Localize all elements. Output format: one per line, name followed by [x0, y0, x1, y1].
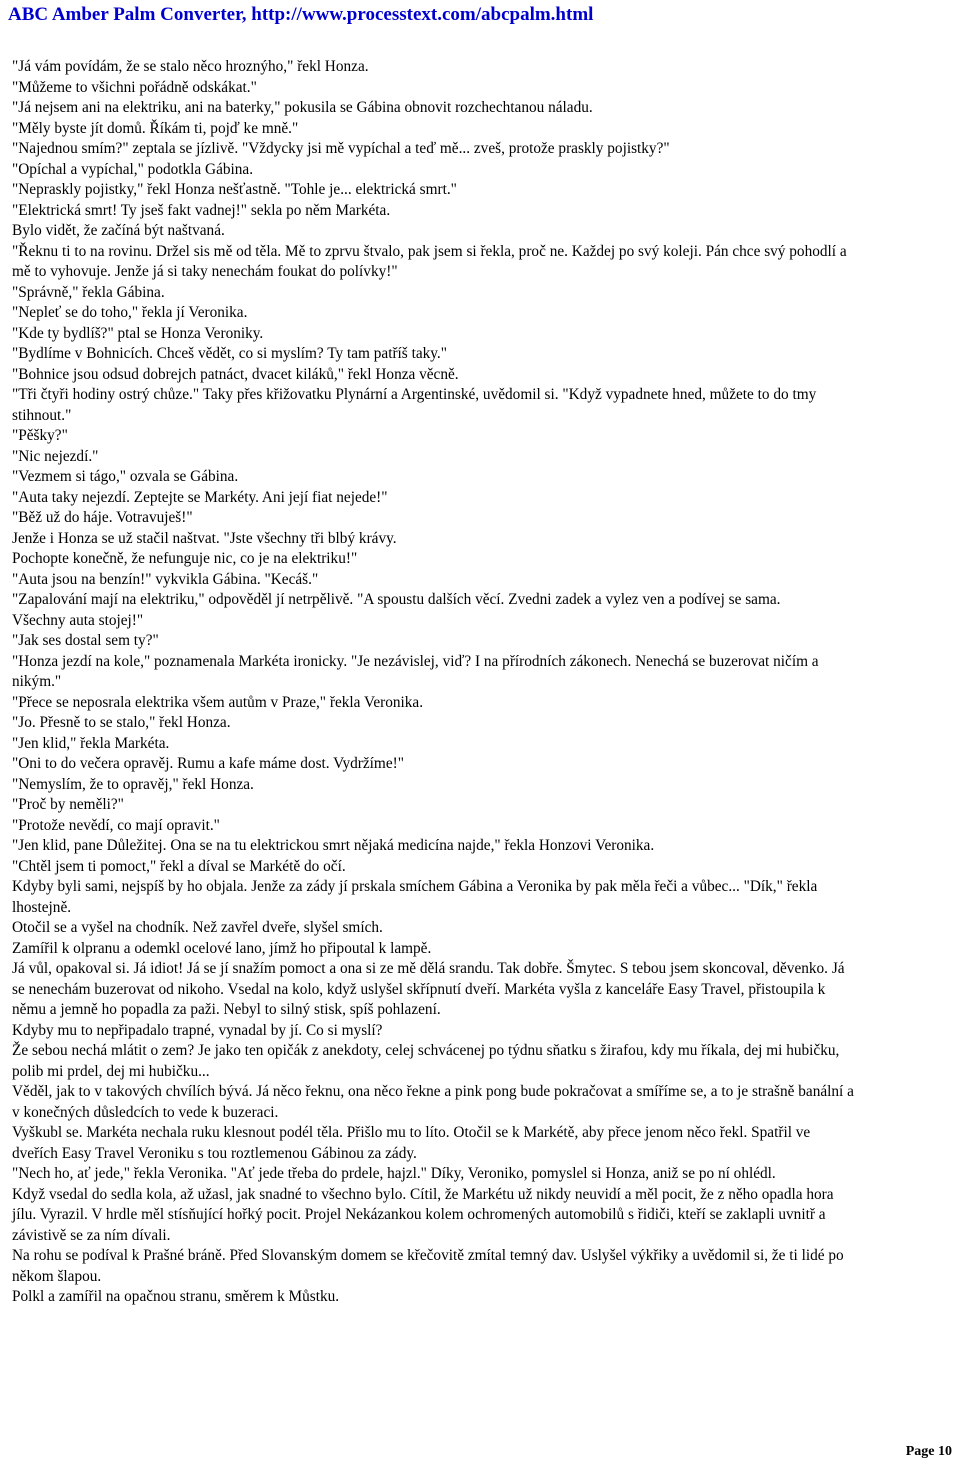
text-paragraph: "Pěšky?" — [12, 427, 68, 444]
document-header-title: ABC Amber Palm Converter, http://www.processtext.com/abcpalm.html — [8, 4, 594, 25]
text-paragraph: "Proč by neměli?" — [12, 796, 124, 813]
text-paragraph: Jenže i Honza se už stačil naštvat. "Jste všechny tři blbý krávy. — [12, 529, 397, 547]
text-paragraph: "Jen klid, pane Důležitej. Ona se na tu elektrickou smrt nějaká medicína najde," řekla Honzovi Veronika. — [12, 837, 655, 854]
text-paragraph: Bylo vidět, že začíná být naštvaná. — [12, 222, 225, 239]
text-paragraph: "Jak ses dostal sem ty?" — [12, 632, 159, 649]
text-paragraph: "Bohnice jsou odsud dobrejch patnáct, dvacet kiláků," řekl Honza věcně. — [12, 365, 459, 383]
text-paragraph: "Řeknu ti to na rovinu. Držel sis mě od těla. Mě to zprvu štvalo, pak jsem si řekla, proč ne. Každej po svý koleji. Pán chce svý pohodlí a mě to vyhovuje. Jenže já si taky nenechám foukat do polívky!" — [12, 242, 847, 280]
document-body — [12, 57, 857, 1308]
text-paragraph: "Oni to do večera opravěj. Rumu a kafe máme dost. Vydržíme!" — [12, 755, 404, 772]
text-paragraph: "Opíchal a vypíchal," podotkla Gábina. — [12, 160, 254, 178]
text-paragraph: "Já vám povídám, že se stalo něco hroznýho," řekl Honza. — [12, 58, 369, 75]
text-paragraph: Polkl a zamířil na opačnou stranu, směrem k Můstku. — [12, 1288, 340, 1305]
text-paragraph: "Nech ho, ať jede," řekla Veronika. "Ať jede třeba do prdele, hajzl." Díky, Veroniko, pomyslel si Honza, aniž se po ní ohlédl. — [12, 1165, 776, 1182]
text-paragraph: "Kde ty bydlíš?" ptal se Honza Veroniky. — [12, 324, 264, 342]
text-paragraph: "Běž už do háje. Votravuješ!" — [12, 509, 193, 526]
text-paragraph: "Měly byste jít domů. Říkám ti, pojď ke mně." — [12, 119, 299, 137]
text-paragraph: "Auta jsou na benzín!" vykvikla Gábina. "Kecáš." — [12, 570, 319, 588]
text-paragraph: "Jo. Přesně to se stalo," řekl Honza. — [12, 714, 231, 731]
text-paragraph: "Nic nejezdí." — [12, 447, 99, 465]
text-paragraph: "Bydlíme v Bohnicích. Chceš vědět, co si myslím? Ty tam patříš taky." — [12, 345, 447, 362]
text-paragraph: "Přece se neposrala elektrika všem autům v Praze," řekla Veronika. — [12, 693, 424, 711]
text-paragraph: "Tři čtyři hodiny ostrý chůze." Taky přes křižovatku Plynární a Argentinské, uvědomil si. "Když vypadnete hned, můžete to do tmy stihnout." — [12, 386, 817, 424]
text-paragraph: Když vsedal do sedla kola, až užasl, jak snadné to všechno bylo. Cítil, že Markétu už nikdy neuvidí a měl pocit, že z něho opadla hora jílu. Vyrazil. V hrdle měl stísňující hořký pocit. Projel Nekázankou kolem ochromených automobilů s řidiči, kteří se zaklapli uvnitř a závistivě se za ním dívali. — [12, 1185, 834, 1244]
text-paragraph: Věděl, jak to v takových chvílích bývá. Já něco řeknu, ona něco řekne a pink pong bude pokračovat a smíříme se, a to je strašně banální a v konečných důsledcích to vede k buzeraci. — [12, 1083, 854, 1121]
text-paragraph: Že sebou nechá mlátit o zem? Je jako ten opičák z anekdoty, celej schvácenej po týdnu sňatku s žirafou, kdy mu říkala, dej mi hubičku, polib mi prdel, dej mi hubičku... — [12, 1042, 840, 1080]
text-paragraph: Vyškubl se. Markéta nechala ruku klesnout podél těla. Přišlo mu to líto. Otočil se k Markétě, aby přece jenom něco řekl. Spatřil ve dveřích Easy Travel Veroniku s tou roztlemenou Gábinou za zády. — [12, 1124, 811, 1162]
text-paragraph: "Protože nevědí, co mají opravit." — [12, 816, 220, 834]
text-paragraph: Já vůl, opakoval si. Já idiot! Já se jí snažím pomoct a ona si ze mě dělá srandu. Tak dobře. Šmytec. S tebou jsem skoncoval, děvenko. Já se nenechám buzerovat od nikoho. Vsedal na kolo, když uslyšel skřípnutí dveří. Markéta vyšla z kanceláře Easy Travel, přistoupila k němu a jemně ho popadla za paži. Nebyl to silný stisk, spíš pohlazení. — [12, 960, 845, 1018]
text-paragraph: Na rohu se podíval k Prašné bráně. Před Slovanským domem se křečovitě zmítal temný dav. Uslyšel výkřiky a uvědomil si, že ti lidé po někom šlapou. — [12, 1247, 844, 1285]
text-paragraph: Otočil se a vyšel na chodník. Než zavřel dveře, slyšel smích. — [12, 919, 383, 936]
text-paragraph: "Elektrická smrt! Ty jseš fakt vadnej!" sekla po něm Markéta. — [12, 201, 391, 219]
text-paragraph: Pochopte konečně, že nefunguje nic, co je na elektriku!" — [12, 550, 358, 567]
text-paragraph: Všechny auta stojej!" — [12, 611, 144, 629]
text-paragraph: "Já nejsem ani na elektriku, ani na baterky," pokusila se Gábina obnovit rozchechtanou náladu. — [12, 99, 593, 116]
text-paragraph: "Jen klid," řekla Markéta. — [12, 734, 170, 752]
text-paragraph: "Auta taky nejezdí. Zeptejte se Markéty. Ani její fiat nejede!" — [12, 488, 388, 506]
text-paragraph: "Správně," řekla Gábina. — [12, 283, 165, 301]
text-paragraph: "Můžeme to všichni pořádně odskákat." — [12, 78, 257, 96]
text-paragraph: "Honza jezdí na kole," poznamenala Markéta ironicky. "Je nezávislej, viď? I na přírodních zákonech. Nenechá se buzerovat ničím a nikým." — [12, 652, 819, 690]
text-paragraph: "Nepraskly pojistky," řekl Honza nešťastně. "Tohle je... elektrická smrt." — [12, 181, 457, 198]
text-paragraph: "Nemyslím, že to opravěj," řekl Honza. — [12, 775, 254, 793]
text-paragraph: "Najednou smím?" zeptala se jízlivě. "Vždycky jsi mě vypíchal a teď mě... zveš, protože praskly pojistky?" — [12, 140, 670, 157]
text-paragraph: "Nepleť se do toho," řekla jí Veronika. — [12, 304, 248, 321]
page-number: Page 10 — [905, 1444, 952, 1459]
text-paragraph: Zamířil k olpranu a odemkl ocelové lano, jímž ho připoutal k lampě. — [12, 939, 432, 957]
text-paragraph: "Zapalování mají na elektriku," odpověděl jí netrpělivě. "A spoustu dalších věcí. Zvedni zadek a vylez ven a podívej se sama. — [12, 591, 781, 608]
text-paragraph: Kdyby mu to nepřipadalo trapné, vynadal by jí. Co si myslí? — [12, 1021, 383, 1039]
text-paragraph: "Vezmem si tágo," ozvala se Gábina. — [12, 468, 239, 485]
text-paragraph: Kdyby byli sami, nejspíš by ho objala. Jenže za zády jí prskala smíchem Gábina a Veronika by pak měla řeči a vůbec... "Dík," řekla lhostejně. — [12, 878, 818, 916]
text-paragraph: "Chtěl jsem ti pomoct," řekl a díval se Markétě do očí. — [12, 857, 346, 875]
